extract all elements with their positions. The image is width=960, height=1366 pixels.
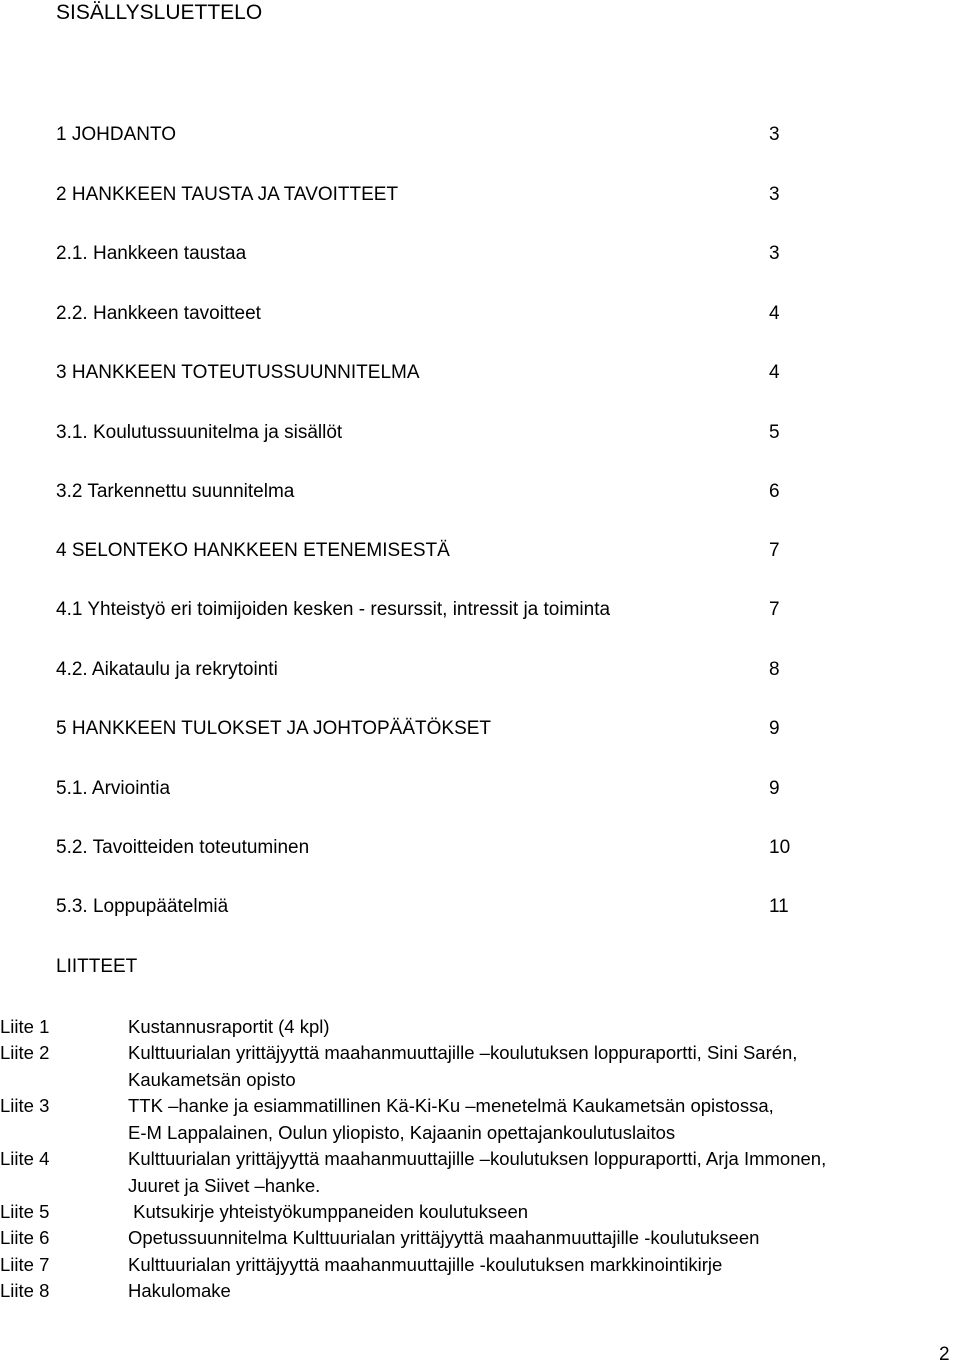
toc-entry bbox=[56, 362, 796, 390]
appendix-id: Liite 5 bbox=[0, 1201, 50, 1222]
appendix-id: Liite 1 bbox=[0, 1016, 50, 1037]
toc-entry bbox=[56, 124, 796, 152]
appendix-id: Liite 6 bbox=[0, 1227, 50, 1248]
appendix-description-line: Kustannusraportit (4 kpl) bbox=[128, 1016, 330, 1037]
appendix-description-line: Kulttuurialan yrittäjyyttä maahanmuuttajille –koulutuksen loppuraportti, Arja Immonen, bbox=[128, 1148, 827, 1169]
appendix-description bbox=[128, 1093, 928, 1146]
appendix-description-line: Kaukametsän opisto bbox=[128, 1068, 296, 1090]
appendix-description bbox=[128, 1040, 928, 1093]
toc-entry-page: 5 bbox=[769, 422, 780, 443]
toc-entry bbox=[56, 540, 796, 568]
toc-entry-title: 1 JOHDANTO bbox=[56, 124, 177, 145]
toc-entry bbox=[56, 481, 796, 509]
toc-entry-page: 3 bbox=[769, 184, 780, 205]
toc-entry bbox=[56, 778, 796, 806]
appendix-description-line: Kulttuurialan yrittäjyyttä maahanmuuttajille -koulutuksen markkinointikirje bbox=[128, 1254, 723, 1275]
toc-entry-title: 4 SELONTEKO HANKKEEN ETENEMISESTÄ bbox=[56, 540, 450, 561]
appendix-description bbox=[128, 1146, 928, 1199]
appendix-description bbox=[128, 1014, 928, 1041]
toc-entry bbox=[56, 599, 796, 627]
page-number: 2 bbox=[939, 1344, 950, 1365]
toc-entry-page: 4 bbox=[769, 362, 780, 383]
appendix-description-line: E-M Lappalainen, Oulun yliopisto, Kajaanin opettajankoulutuslaitos bbox=[128, 1121, 676, 1143]
appendix-id: Liite 3 bbox=[0, 1095, 50, 1116]
toc-entry-title: 5.1. Arviointia bbox=[56, 778, 171, 799]
appendix-description-line: Kulttuurialan yrittäjyyttä maahanmuuttajille –koulutuksen loppuraportti, Sini Sarén, bbox=[128, 1042, 798, 1063]
toc-entry-title: 5.2. Tavoitteiden toteutuminen bbox=[56, 837, 310, 858]
toc-entry bbox=[56, 184, 796, 212]
toc-entry-title: 2 HANKKEEN TAUSTA JA TAVOITTEET bbox=[56, 184, 399, 205]
toc-entry-page: 3 bbox=[769, 124, 780, 145]
appendix-description bbox=[128, 1252, 928, 1279]
appendix-id: Liite 4 bbox=[0, 1148, 50, 1169]
appendix-description-line: Opetussuunnitelma Kulttuurialan yrittäjyyttä maahanmuuttajille -koulutukseen bbox=[128, 1227, 760, 1248]
toc-entry-page: 6 bbox=[769, 481, 780, 502]
appendix-description-line: Hakulomake bbox=[128, 1280, 231, 1301]
appendix-description-line: Kutsukirje yhteistyökumppaneiden koulutukseen bbox=[128, 1201, 529, 1222]
toc-entry bbox=[56, 659, 796, 687]
toc-entry bbox=[56, 303, 796, 331]
toc-entry-title: 5.3. Loppupäätelmiä bbox=[56, 896, 229, 917]
toc-entry-page: 9 bbox=[769, 718, 780, 739]
appendix-description bbox=[128, 1225, 928, 1252]
toc-entry-title: 3.1. Koulutussuunitelma ja sisällöt bbox=[56, 422, 343, 443]
toc-entry bbox=[56, 243, 796, 271]
toc-entry-title: 4.2. Aikataulu ja rekrytointi bbox=[56, 659, 278, 680]
toc-entry-title: 2.1. Hankkeen taustaa bbox=[56, 243, 247, 264]
appendix-description bbox=[128, 1199, 928, 1226]
toc-entry-page: 7 bbox=[769, 599, 780, 620]
toc-entry-page: 11 bbox=[769, 896, 789, 917]
toc-entry-page: 3 bbox=[769, 243, 780, 264]
toc-entry-title: 2.2. Hankkeen tavoitteet bbox=[56, 303, 261, 324]
toc-entry bbox=[56, 718, 796, 746]
appendix-description bbox=[128, 1278, 928, 1305]
appendix-id: Liite 8 bbox=[0, 1280, 50, 1301]
toc-entry-page: 10 bbox=[769, 837, 791, 858]
toc-entry-title: 3 HANKKEEN TOTEUTUSSUUNNITELMA bbox=[56, 362, 420, 383]
appendix-id: Liite 2 bbox=[0, 1042, 50, 1063]
toc-entry-page: 4 bbox=[769, 303, 780, 324]
appendix-id: Liite 7 bbox=[0, 1254, 50, 1275]
toc-entry-title: 5 HANKKEEN TULOKSET JA JOHTOPÄÄTÖKSET bbox=[56, 718, 492, 739]
toc-entry-title: 4.1 Yhteistyö eri toimijoiden kesken - resurssit, intressit ja toiminta bbox=[56, 599, 611, 620]
toc-entry bbox=[56, 422, 796, 450]
toc-entry-page: 8 bbox=[769, 659, 780, 680]
appendix-description-line: Juuret ja Siivet –hanke. bbox=[128, 1174, 321, 1196]
toc-entry-title: 3.2 Tarkennettu suunnitelma bbox=[56, 481, 295, 502]
toc-entry-page: 7 bbox=[769, 540, 780, 561]
appendix-description-line: TTK –hanke ja esiammatillinen Kä-Ki-Ku –menetelmä Kaukametsän opistossa, bbox=[128, 1095, 774, 1116]
appendices-heading: LIITTEET bbox=[56, 956, 138, 977]
toc-entry bbox=[56, 896, 796, 924]
toc-entry bbox=[56, 837, 796, 865]
toc-entry-page: 9 bbox=[769, 778, 780, 799]
toc-heading: SISÄLLYSLUETTELO bbox=[56, 1, 263, 24]
